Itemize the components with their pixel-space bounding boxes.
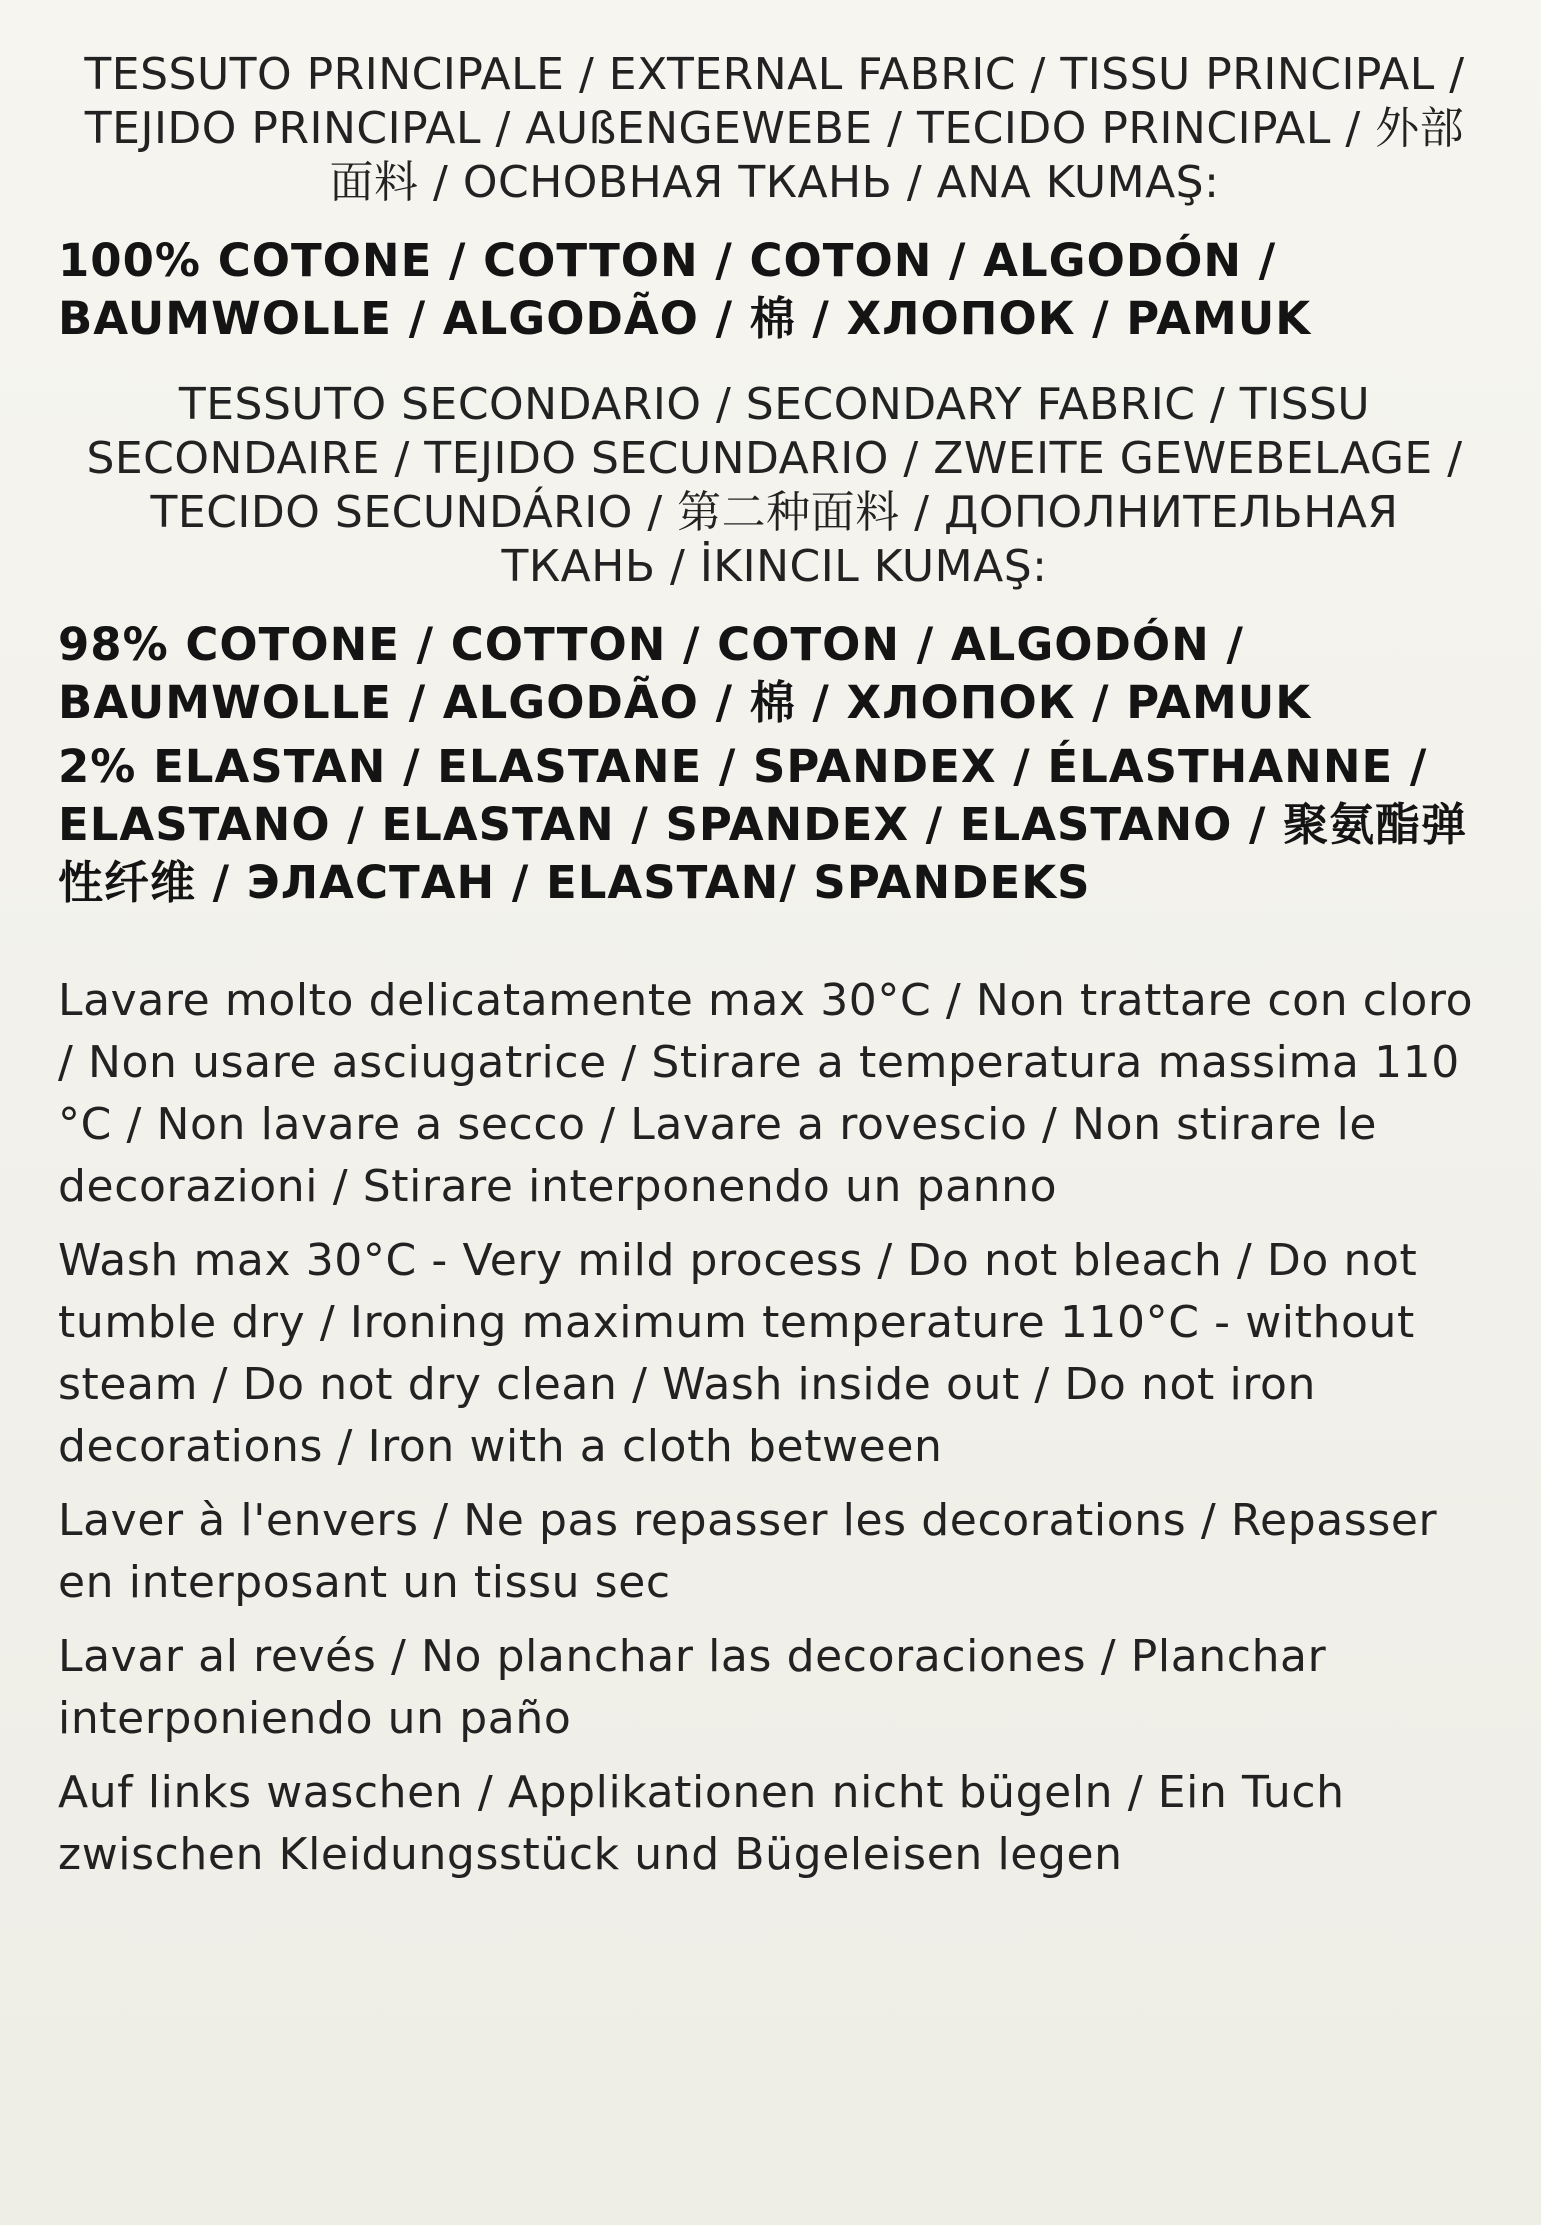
secondary-fabric-heading: TESSUTO SECONDARIO / SECONDARY FABRIC / TISSU SECONDAIRE / TEJIDO SECUNDARIO / ZWEITE GEWEBELAGE / TECIDO SECUNDÁRIO / 第二种面料 / ДОПОЛНИТЕЛЬНАЯ ТКАНЬ / İKINCIL KUMAŞ:: [86, 379, 1463, 592]
primary-fabric-composition: 100% COTONE / COTTON / COTON / ALGODÓN / BAUMWOLLE / ALGODÃO / 棉 / ХЛОПОК / PAMUK: [58, 234, 1312, 345]
care-instructions-spanish: Lavar al revés / No planchar las decoraciones / Planchar interponiendo un paño: [58, 1631, 1327, 1744]
care-instructions-german: Auf links waschen / Applikationen nicht bügeln / Ein Tuch zwischen Kleidungsstück und Bügeleisen legen: [58, 1767, 1345, 1880]
care-instructions-french: Laver à l'envers / Ne pas repasser les decorations / Repasser en interposant un tissu sec: [58, 1495, 1438, 1608]
care-instructions: [58, 970, 1491, 1886]
care-instructions-english: Wash max 30°C - Very mild process / Do not bleach / Do not tumble dry / Ironing maximum temperature 110°C - without steam / Do not dry clean / Wash inside out / Do not iron decorations / Iron with a cloth between: [58, 1235, 1418, 1472]
care-instructions-italian: Lavare molto delicatamente max 30°C / Non trattare con cloro / Non usare asciugatrice / Stirare a temperatura massima 110 °C / Non lavare a secco / Lavare a rovescio / Non stirare le decorazioni / Stirare interponendo un panno: [58, 975, 1474, 1212]
secondary-fabric-elastane: 2% ELASTAN / ELASTANE / SPANDEX / ÉLASTHANNE / ELASTANO / ELASTAN / SPANDEX / ELASTANO / 聚氨酯弹性纤维 / ЭЛАСТАН / ELASTAN/ SPANDEKS: [58, 740, 1468, 909]
primary-fabric-heading: TESSUTO PRINCIPALE / EXTERNAL FABRIC / TISSU PRINCIPAL / TEJIDO PRINCIPAL / AUßENGEWEBE / TECIDO PRINCIPAL / 外部面料 / ОСНОВНАЯ ТКАНЬ / ANA KUMAŞ:: [84, 49, 1465, 208]
secondary-fabric-cotton: 98% COTONE / COTTON / COTON / ALGODÓN / BAUMWOLLE / ALGODÃO / 棉 / ХЛОПОК / PAMUK: [58, 618, 1312, 729]
